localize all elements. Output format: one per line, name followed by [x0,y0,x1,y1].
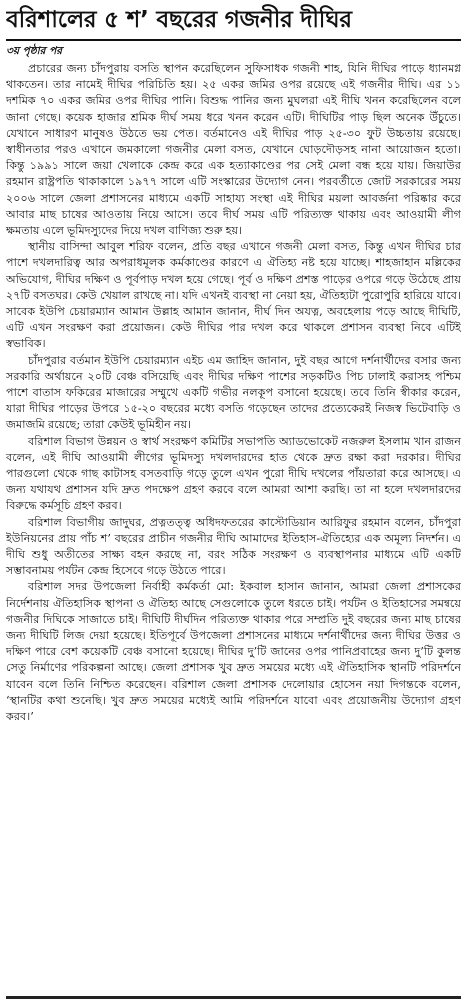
article-paragraph: বরিশাল সদর উপজেলা নির্বাহী কর্মকর্তা মো: ইকবাল হাসান জানান, আমরা জেলা প্রশাসকের নির্দেশনায় ঐতিহাসিক স্থাপনা ও ঐতিহ্য আছে সেগুলোকে তুলে ধরতে চাই। পর্যটন ও ইতিহাসের সমন্বয়ে গজনীর দিঘিকে সাজাতে চাই। দীঘিটি দীর্ঘদিন পরিত্যক্ত থাকার পরে সম্প্রতি দুই বছরের জন্য মাছ চাষের জন্য দীঘিটি লিজ দেয়া হয়েছে। ইতিপূর্বে উপজেলা প্রশাসনের মাধ্যমে দর্শনার্থীদের জন্য দীঘির উত্তর ও দক্ষিণ পারে বেশ কয়েকটি বেঞ্চ বসানো হয়েছে। দীঘির দু’টি জানের ওপর পানিপ্রবাহের জন্য দু’টি কুলন্ত সেতু নির্মাণের পরিকল্পনা আছে। জেলা প্রশাসক খুব দ্রুত সময়ের মধ্যে এই ঐতিহাসিক স্থানটি পরিদর্শনে যাবেন বলে তিনি নিশ্চিত করেছেন। বরিশাল জেলা প্রশাসক দেলোয়ার হোসেন নয়া দিগন্তকে বলেন, ‘স্থানটির কথা শুনেছি। খুব দ্রুত সময়ের মধ্যেই আমি পরিদর্শনে যাবো এবং প্রয়োজনীয় উদ্যোগ গ্রহণ করব।’ [6,580,461,724]
article-body [6,61,461,725]
bottom-divider [6,996,461,1003]
article-paragraph: বরিশাল বিভাগীয় জাদুঘর, প্রত্নতত্ত্ব অধিদফতরের কাস্টোডিয়ান আরিফুর রহমান বলেন, চাঁদপুরা ইউনিয়নের প্রায় পাঁচ শ’ বছরের প্রাচীন গজনীর দীঘি আমাদের ইতিহাস-ঐতিহ্যের এক অমূল্য নিদর্শন। এ দীঘি শুধু অতীতের সাক্ষ্য বহন করছে না, বরং সঠিক সংরক্ষণ ও ব্যবস্থাপনার মাধ্যমে এটি একটি সম্ভাবনাময় পর্যটন কেন্দ্র হিসেবে গড়ে উঠতে পারে। [6,515,461,578]
article-headline: বরিশালের ৫ শ’ বছরের গজনীর দীঘির [6,0,461,41]
continued-from-label: ৩য় পৃষ্ঠার পর [6,45,63,58]
article-paragraph: প্রচারের জন্য চাঁদপুরায় বসতি স্থাপন করেছিলেন সুফিসাধক গজনী শাহ, যিনি দীঘির পাড়ে ধ্যানমগ্ন থাকতেন। তার নামেই দীঘির পরিচিতি হয়। ২৫ একর জমির ওপর রয়েছে এই গজনীর দীঘি। এর ১১ দশমিক ৭০ একর জমির ওপর দীঘির পানি। বিশুদ্ধ পানির জন্য মুঘলরা এই দীঘি খনন করেছিলেন বলে জানা গেছে। কয়েক হাজার শ্রমিক দীর্ঘ সময় ধরে খনন করেন এটি। দীঘিটির পাড় ছিল অনেক উঁচুতে। যেখানে সাধারণ মানুষও উঠতে ভয় পেত। বর্তমানেও এই দীঘির পাড় ২৫-৩০ ফুট উচ্চতায় রয়েছে। স্বাধীনতার পরও এখানে জমকালো গজনীর মেলা বসত, যেখানে ঘোড়দৌড়সহ নানা আয়োজন হতো। কিন্তু ১৯৯১ সালে জয়া খেলাকে কেন্দ্র করে এক হত্যাকাণ্ডের পর সেই মেলা বন্ধ হয়ে যায়। জিয়াউর রহমান রাষ্ট্রপতি থাকাকালে ১৯৭৭ সালে এটি সংস্কারের উদ্যোগ নেন। পরবর্তীতে জোট সরকারের সময় ২০০৬ সালে জেলা প্রশাসনের মাধ্যমে একটি সাহায্য সংস্থা এই দীঘির ময়লা আবর্জনা পরিষ্কার করে আবার মাছ চাষের আওতায় নিয়ে আসে। তবে দীর্ঘ সময় এটি পরিত্যক্ত থাকায় এবং আওয়ামী লীগ ক্ষমতায় এলে ভূমিদস্যুদের দিয়ে দখল বাণিজ্য শুরু হয়। [6,61,461,237]
article-paragraph: চাঁদপুরার বর্তমান ইউপি চেয়ারম্যান এইচ এম জাহিদ জানান, দুই বছর আগে দর্শনার্থীদের বসার জন্য সরকারি অর্থায়নে ২০টি বেঞ্চ বসিয়েছি এবং দীঘির দক্ষিণ পাশের সড়কটিও পিচ ঢালাই করাসহ পশ্চিম পাশে বাতাস ফকিরের মাজারের সম্মুখে একটি গভীর নলকূপ বসানো হয়েছে। তবে তিনি স্বীকার করেন, যারা দীঘির পাড়ের উপরে ১৫-২০ বছরের মধ্যে বসতি গড়েছেন তাদের প্রত্যেকেরই নিজস্ব ভিটেবাড়ি ও জমাজমি রয়েছে; তারা কেউই ভূমিহীন নয়। [6,353,461,432]
article-paragraph: বরিশাল বিভাগ উন্নয়ন ও স্বার্থ সংরক্ষণ কমিটির সভাপতি অ্যাডভোকেট নজরুল ইসলাম খান রাজন বলেন, এই দীঘি আওয়ামী লীগের ভূমিদস্যু দখলদারদের হাত থেকে দ্রুত রক্ষা করা দরকার। দীঘির পারগুলো থেকে গাছ কাটাসহ বসতবাড়ি গড়ে তুলে এখন পুরো দীঘি দখলের পাঁয়তারা করে আসছে। এ জন্য যথাযথ প্রশাসন যদি দ্রুত পদক্ষেপ গ্রহণ করবে বলে আমরা আশা করছি। তা না হলে দখলদারদের বিরুদ্ধে কর্মসূচি গ্রহণ করব। [6,434,461,513]
article-paragraph: স্থানীয় বাসিন্দা আবুল শরিফ বলেন, প্রতি বছর এখানে গজনী মেলা বসত, কিন্তু এখন দীঘির চার পাশে দখলদারিত্ব আর অপরাধমূলক কর্মকাণ্ডের কারণে এ ঐতিহ্য নষ্ট হয়ে যাচ্ছে। শাহজাহান মল্লিকের অভিযোগ, দীঘির দক্ষিণ ও পূর্বপাড় দখল হয়ে গেছে। পূর্ব ও দক্ষিণ প্রশস্ত পাড়ের ওপরে গড়ে উঠেছে প্রায় ২৭টি বসতঘর। কেউ খেয়াল রাখছে না। যদি এখনই ব্যবস্থা না নেয়া হয়, ঐতিহ্যটা পুরোপুরি হারিয়ে যাবে। সাবেক ইউপি চেয়ারম্যান আমান উল্লাহ আমান জানান, দীর্ঘ দিন অযত্ন, অবহেলায় পড়ে আছে দীঘিটি, এটি এখন সংরক্ষণ করা প্রয়োজন। কেউ দীঘির পার দখল করে থাকলে প্রশাসন ব্যবস্থা নিবে এটিই স্বভাবিক। [6,240,461,351]
